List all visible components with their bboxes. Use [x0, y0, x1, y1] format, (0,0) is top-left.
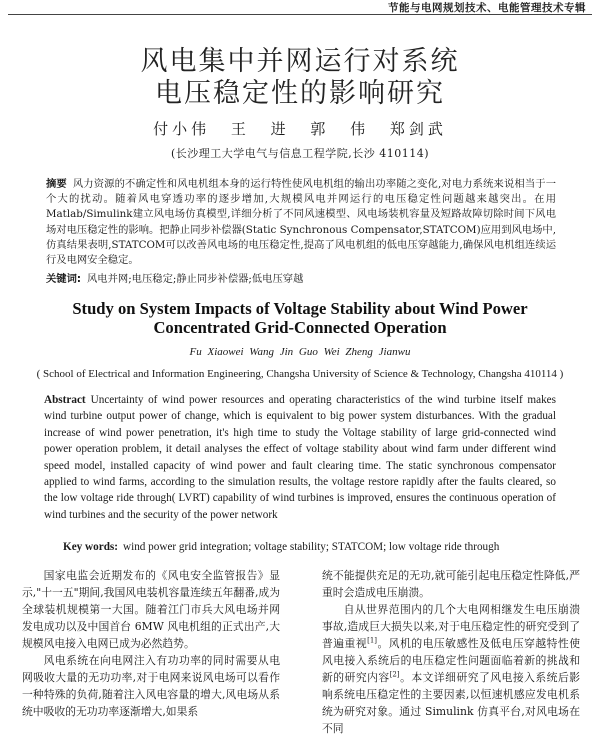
citation-ref: [2]	[389, 670, 400, 679]
citation-ref: [1]	[367, 636, 378, 645]
title-en	[0, 299, 600, 337]
running-head: 节能与电网规划技术、电能管理技术专辑	[388, 2, 586, 14]
abstract-en	[44, 392, 556, 523]
affiliation-cn: (长沙理工大学电气与信息工程学院,长沙 410114)	[170, 147, 430, 160]
keywords-en-label: Key words:	[63, 541, 118, 553]
title-en-line1: Study on System Impacts of Voltage Stability about Wind Power	[72, 299, 528, 318]
paragraph: 自从世界范围内的几个大电网相继发生电压崩溃事故,造成巨大损失以来,对于电压稳定性的研究受到了普遍重视[1]。风机的电压敏感性及低电压穿越特性使风电接入系统后的电压稳定性问题面临着新的挑战和新的研究内容[2]。本文详细研究了风电接入系统后影响系统电压稳定性的主要因素,以恒速机感应发电机系统为研究对象。通过 Simulink 仿真平台,对风电场在不同	[322, 603, 581, 735]
paragraph: 风电系统在向电网注入有功功率的同时需要从电网吸收大量的无功功率,对于电网来说风电场可以看作一种特殊的负荷,随着注入风电容量的增大,风电场从系统中吸收的无功功率逐渐增大,如果系	[22, 654, 280, 718]
title-cn-line1: 风电集中并网运行对系统	[140, 46, 460, 77]
keywords-en	[63, 541, 573, 553]
body-column-left	[22, 567, 280, 720]
header-rule	[8, 14, 592, 15]
abstract-en-text: Uncertainty of wind power resources and operating characteristics of the wind turbine itself makes wind turbine output power of change, which is equivalent to big power system disturbances. With the gradual increase of wind power penetration, it's high time to study the Voltage stability of large grid-connected wind power operation problem, it detail analyses the effect of voltage stability about wind farm under different wind speed model, installed capacity of wind power and fault clearing time. The static synchronous compensator applied to wind farms, according to the simulation results, the voltage restore rapidly after the faults cleared, so the low voltage ride through( LVRT) capability of wind turbines is improved, ensures the continuous operation of wind turbines and the security of the power network	[44, 394, 556, 521]
keywords-cn-text: 风电并网;电压稳定;静止同步补偿器;低电压穿越	[87, 273, 304, 285]
abstract-cn-label: 摘要	[46, 178, 67, 190]
abstract-cn-text: 风力资源的不确定性和风电机组本身的运行特性使风电机组的输出功率随之变化,对电力系统来说相当于一个大的扰动。随着风电穿透功率的逐步增加,大规模风电并网运行的电压稳定性问题越来越突出。在用Matlab/Simulink建立风电场仿真模型,详细分析了不同风速模型、风电场装机容量及短路故障切除时间下风电场对电压稳定性的影响。把静止同步补偿器(Static Synchronous Compensator,STATCOM)应用到风电场中,仿真结果表明,STATCOM可以改善风电场的电压稳定性,提高了风电机组的低电压穿越能力,确保风电机组连续运行及电网安全稳定。	[46, 178, 557, 267]
title-en-line2: Concentrated Grid-Connected Operation	[153, 318, 447, 337]
authors-en: Fu Xiaowei Wang Jin Guo Wei Zheng Jianwu	[189, 346, 411, 358]
keywords-cn	[46, 270, 566, 285]
keywords-en-text: wind power grid integration; voltage stability; STATCOM; low voltage ride through	[123, 541, 500, 553]
abstract-cn	[46, 177, 556, 268]
title-cn	[0, 46, 600, 110]
title-cn-line2: 电压稳定性的影响研究	[155, 78, 445, 109]
keywords-cn-label: 关键词:	[46, 273, 82, 285]
authors-cn: 付小伟 王 进 郭 伟 郑剑武	[153, 120, 447, 138]
body-column-right	[322, 567, 580, 737]
paragraph: 统不能提供充足的无功,就可能引起电压稳定性降低,严重时会造成电压崩溃。	[322, 569, 580, 599]
abstract-en-label: Abstract	[44, 394, 86, 406]
affiliation-en: ( School of Electrical and Information Engineering, Changsha University of Science & Technology, Changsha 410114 )	[36, 368, 564, 380]
paragraph: 国家电监会近期发布的《风电安全监管报告》显示,"十一五"期间,我国风电装机容量连续五年翻番,成为全球装机规模第一大国。随着江门市兵大风电场并网发电成功以及中国首台 6MW 风电机组的正式出产,大规模风电接入电网已成为必然趋势。	[22, 569, 280, 650]
